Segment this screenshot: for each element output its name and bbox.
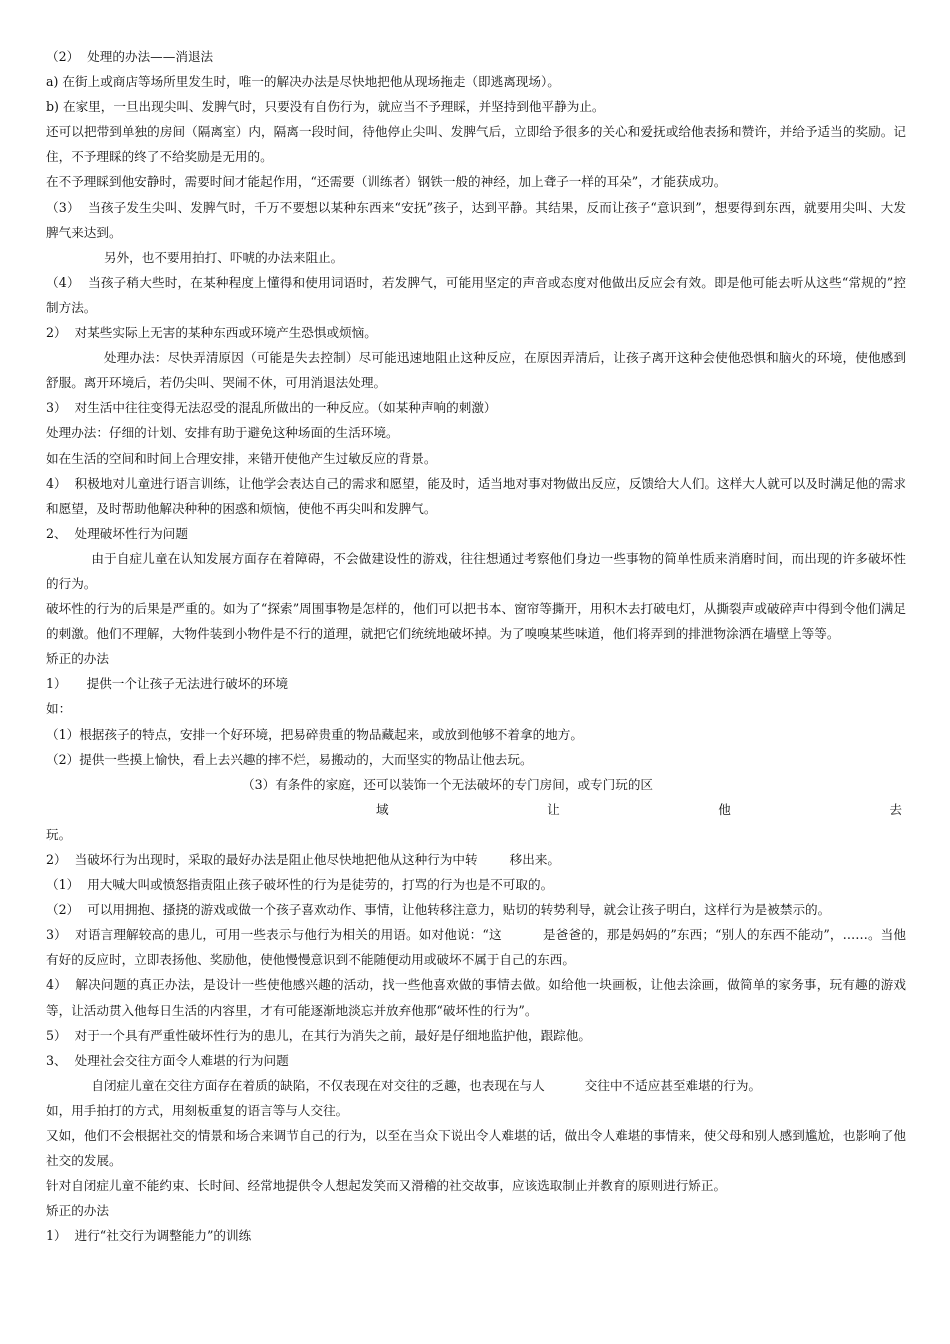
heading-social-training: 1） 进行“社交行为调整能力”的训练 (46, 1228, 252, 1244)
paragraph-a: a) 在街上或商店等场所里发生时，唯一的解决办法是尽快地把他从现场拖走（即逃离现场）。 (46, 74, 560, 90)
paragraph-destructive-cause: 由于自症儿童在认知发展方面存在着障碍，不会做建设性的游戏，往往想通过考察他们身边一些事物的简单性质来消磨时间，而出现的许多破坏性的行为。 (46, 550, 906, 591)
heading-chaos-reaction: 3） 对生活中往往变得无法忍受的混乱所做出的一种反应。（如某种声响的刺激） (46, 400, 497, 416)
spread-char-1: 域 (376, 801, 389, 817)
paragraph-item-3: （3） 当孩子发生尖叫、发脾气时，千万不要想以某种东西来“安抚”孩子，达到平静。其结果，反而让孩子“意识到”，想要得到东西，就要用尖叫、大发脾气来达到。 (46, 199, 906, 240)
paragraph-b: b) 在家里，一旦出现尖叫、发脾气时，只要没有自伤行为，就应当不予理睬，并坚持到他平静为止。 (46, 99, 605, 115)
paragraph-env-3-end: 玩。 (46, 826, 72, 842)
paragraph-social-principle: 针对自闭症儿童不能约束、长时间、经常地提供令人想起发笑而又滑稽的社交故事，应该选取制止并教育的原则进行矫正。 (46, 1178, 727, 1194)
heading-stop-behavior: 2） 当破坏行为出现时，采取的最好办法是阻止他尽快地把他从这种行为中转 移出来。 (46, 852, 561, 867)
paragraph-arrangement: 如在生活的空间和时间上合理安排，来错开使他产生过敏反应的背景。 (46, 450, 437, 466)
spread-char-2: 让 (547, 801, 560, 817)
paragraph-monitoring: 5） 对于一个具有严重性破坏性行为的患儿，在其行为消失之前，最好是仔细地监护他，跟踪他。 (46, 1027, 591, 1043)
paragraph-no-shouting: （1） 用大喊大叫或愤怒指责阻止孩子破坏性的行为是徒劳的，打骂的行为也是不可取的。 (46, 877, 554, 893)
heading-correction-method-2: 矫正的办法 (46, 1203, 109, 1219)
paragraph-env-1: （1）根据孩子的特点，安排一个好环境，把易碎贵重的物品藏起来，或放到他够不着拿的地方。 (46, 726, 583, 742)
heading-fear-problem: 2） 对某些实际上无害的某种东西或环境产生恐惧或烦恼。 (46, 325, 377, 341)
spread-char-3: 他 (718, 801, 731, 817)
paragraph-social-example-2: 又如，他们不会根据社交的情景和场合来调节自己的行为，以至在当众下说出令人难堪的话，做出令人难堪的事情来，使父母和别人感到尴尬，也影响了他社交的发展。 (46, 1128, 906, 1169)
paragraph-patience: 在不予理睬到他安静时，需要时间才能起作用，“还需要（训练者）钢铁一般的神经，加上聋子一样的耳朵”，才能获成功。 (46, 174, 727, 190)
paragraph-isolation-room: 还可以把带到单独的房间（隔离室）内，隔离一段时间，待他停止尖叫、发脾气后，立即给予很多的关心和爱抚或给他表扬和赞许，并给予适当的奖励。记住，不予理睬的终了不给奖励是无用的。 (46, 124, 906, 165)
heading-destructive-behavior: 2、 处理破坏性行为问题 (46, 525, 188, 541)
paragraph-no-hitting: 另外，也不要用拍打、吓唬的办法来阻止。 (103, 249, 344, 265)
paragraph-env-2: （2）提供一些摸上愉快，看上去兴趣的摔不烂，易搬动的，大而坚实的物品让他去玩。 (46, 751, 533, 767)
paragraph-redirect: （2） 可以用拥抱、搔挠的游戏或做一个孩子喜欢动作、事情，让他转移注意力，贴切的转势利导，就会让孩子明白，这样行为是被禁示的。 (46, 902, 831, 918)
paragraph-language-training: 4） 积极地对儿童进行语言训练，让他学会表达自己的需求和愿望，能及时，适当地对事对物做出反应，反馈给大人们。这样大人就可以及时满足他的需求和愿望，及时帮助他解决种种的困惑和烦恼，使他不再尖叫和发脾气。 (46, 475, 906, 516)
paragraph-real-solution: 4） 解决问题的真正办法，是设计一些使他感兴趣的活动，找一些他喜欢做的事情去做。如给他一块画板，让他去涂画，做简单的家务事，玩有趣的游戏等，让活动贯入他每日生活的内容里，才有可能逐渐地淡忘并放弃他那“破坏性的行为”。 (46, 977, 906, 1018)
spread-char-4: 去 (889, 801, 902, 817)
paragraph-destructive-consequence: 破坏性的行为的后果是严重的。如为了“探索”周围事物是怎样的，他们可以把书本、窗帘等撕开，用积木去打破电灯，从撕裂声或破碎声中得到令他们满足的刺激。他们不理解，大物件装到小物件是不行的道理，就把它们统统地破坏掉。为了嗅嗅某些味道，他们将弄到的排泄物涂洒在墙壁上等等。 (46, 601, 906, 642)
heading-safe-environment: 1） 提供一个让孩子无法进行破坏的环境 (46, 676, 289, 692)
paragraph-env-3-spread-line (46, 797, 906, 822)
heading-extinction-method: （2） 处理的办法——消退法 (46, 49, 214, 64)
paragraph-item-4: （4） 当孩子稍大些时，在某种程度上懂得和使用词语时，若发脾气，可能用坚定的声音或态度对他做出反应会有效。即是他可能去听从这些“常规的”控制方法。 (46, 274, 906, 315)
document-page (46, 44, 906, 1249)
paragraph-for-example: 如： (46, 701, 72, 717)
heading-correction-method-1: 矫正的办法 (46, 651, 109, 667)
paragraph-social-defect: 自闭症儿童在交往方面存在着质的缺陷，不仅表现在对交往的乏趣，也表现在与人 交往中不适应甚至难堪的行为。 (91, 1077, 762, 1093)
paragraph-fear-method: 处理办法：尽快弄清原因（可能是失去控制）尽可能迅速地阻止这种反应，在原因弄清后，让孩子离开这种会使他恐惧和脑火的环境，使他感到舒服。离开环境后，若仍尖叫、哭闹不休，可用消退法处理。 (46, 350, 906, 391)
paragraph-planning: 处理办法：仔细的计划、安排有助于避免这种场面的生活环境。 (46, 425, 399, 441)
paragraph-social-example-1: 如，用手拍打的方式，用刻板重复的语言等与人交往。 (46, 1102, 349, 1118)
heading-social-behavior: 3、 处理社会交往方面令人难堪的行为问题 (46, 1052, 289, 1068)
paragraph-language-understanding: 3） 对语言理解较高的患儿，可用一些表示与他行为相关的用语。如对他说：“这 是爸爸的，那是妈妈的”东西；“别人的东西不能动”，……。当他有好的反应时，立即表扬他、奖励他，使他慢慢意识到不能随便动用或破坏不属于自己的东西。 (46, 927, 906, 968)
paragraph-env-3: （3）有条件的家庭，还可以装饰一个无法破坏的专门房间，或专门玩的区 (242, 776, 654, 792)
